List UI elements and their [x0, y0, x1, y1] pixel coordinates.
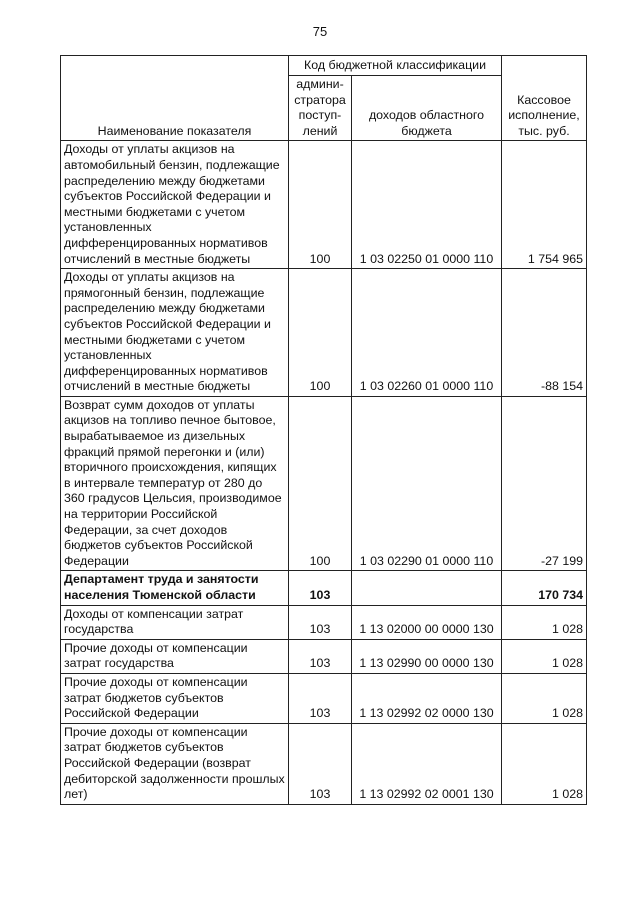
row-amount: 1 028 [502, 673, 587, 723]
row-name: Прочие доходы от компенсации затрат государства [61, 639, 289, 673]
table-row [61, 396, 587, 571]
row-name: Прочие доходы от компенсации затрат бюджетов субъектов Российской Федерации [61, 673, 289, 723]
row-admin-code: 103 [289, 571, 352, 605]
row-income-code: 1 03 02290 01 0000 110 [352, 396, 502, 571]
table-row [61, 269, 587, 397]
row-name: Возврат сумм доходов от уплаты акцизов на топливо печное бытовое, вырабатываемое из дизельных фракций прямой перегонки и (или) вторичного происхождения, кипящих в интервале температур от 280 до 360 градусов Цельсия, производимое на территории Российской Федерации, за счет доходов бюджетов субъектов Российской Федерации [61, 396, 289, 571]
column-header-code-group: Код бюджетной классификации [289, 56, 502, 76]
table-row-department [61, 571, 587, 605]
row-amount: -27 199 [502, 396, 587, 571]
row-name: Доходы от уплаты акцизов на прямогонный бензин, подлежащие распределению между бюджетами субъектов Российской Федерации и местными бюджетами с учетом установленных дифференцированных нормативов отчислений в местные бюджеты [61, 269, 289, 397]
table-row [61, 723, 587, 804]
row-name: Доходы от компенсации затрат государства [61, 605, 289, 639]
row-amount: -88 154 [502, 269, 587, 397]
row-amount: 1 028 [502, 605, 587, 639]
row-admin-code: 103 [289, 673, 352, 723]
column-header-name: Наименование показателя [61, 56, 289, 141]
row-admin-code: 103 [289, 723, 352, 804]
budget-table [60, 55, 587, 805]
row-income-code: 1 13 02992 02 0001 130 [352, 723, 502, 804]
row-name: Доходы от уплаты акцизов на автомобильный бензин, подлежащие распределению между бюджетами субъектов Российской Федерации и местными бюджетами с учетом установленных дифференцированных нормативов отчислений в местные бюджеты [61, 141, 289, 269]
row-amount: 170 734 [502, 571, 587, 605]
row-income-code: 1 03 02260 01 0000 110 [352, 269, 502, 397]
table-row [61, 605, 587, 639]
page-number: 75 [312, 24, 328, 39]
row-income-code: 1 13 02990 00 0000 130 [352, 639, 502, 673]
row-admin-code: 100 [289, 269, 352, 397]
column-header-income: доходов областного бюджета [352, 76, 502, 141]
column-header-admin: админи-стратора поступ-лений [289, 76, 352, 141]
row-amount: 1 754 965 [502, 141, 587, 269]
row-admin-code: 100 [289, 396, 352, 571]
row-admin-code: 103 [289, 605, 352, 639]
row-income-code: 1 13 02000 00 0000 130 [352, 605, 502, 639]
table-row [61, 639, 587, 673]
row-income-code: 1 13 02992 02 0000 130 [352, 673, 502, 723]
row-admin-code: 100 [289, 141, 352, 269]
row-name: Департамент труда и занятости населения Тюменской области [61, 571, 289, 605]
table-row [61, 141, 587, 269]
table-header [61, 56, 587, 141]
row-income-code: 1 03 02250 01 0000 110 [352, 141, 502, 269]
row-name: Прочие доходы от компенсации затрат бюджетов субъектов Российской Федерации (возврат дебиторской задолженности прошлых лет) [61, 723, 289, 804]
row-amount: 1 028 [502, 639, 587, 673]
row-income-code [352, 571, 502, 605]
row-admin-code: 103 [289, 639, 352, 673]
column-header-amount: Кассовое исполнение, тыс. руб. [502, 56, 587, 141]
table-body [61, 141, 587, 804]
row-amount: 1 028 [502, 723, 587, 804]
table-row [61, 673, 587, 723]
